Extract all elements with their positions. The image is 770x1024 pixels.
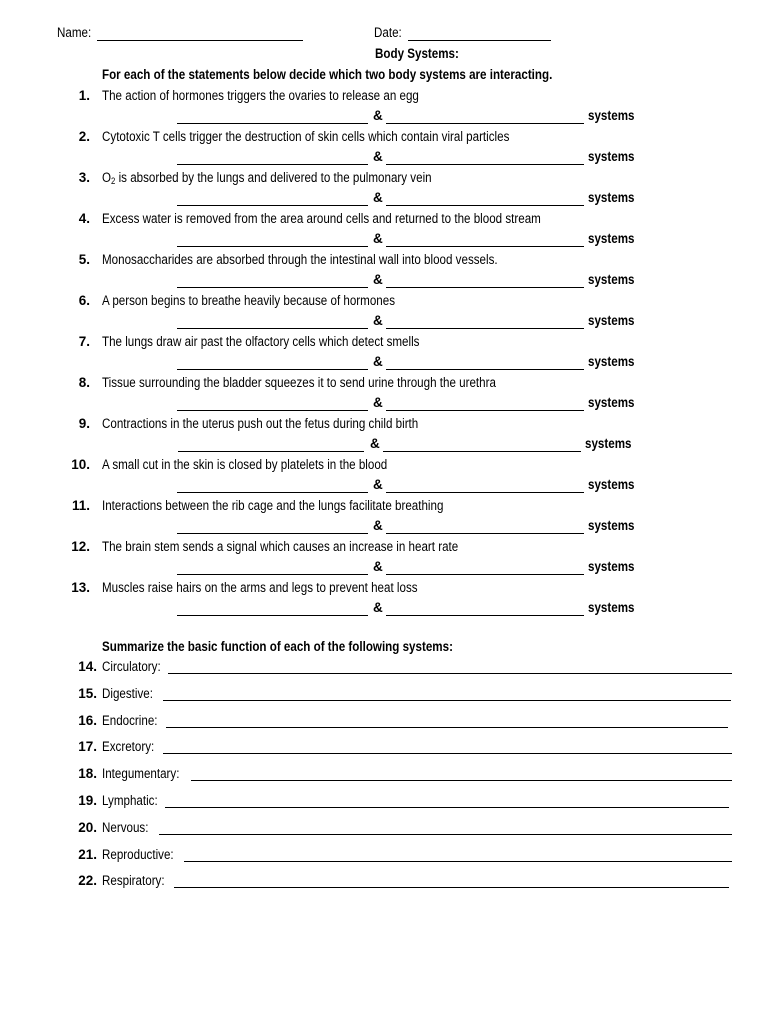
systems-suffix: systems	[588, 231, 635, 246]
summary-answer-line[interactable]	[174, 887, 729, 888]
statement-text: A small cut in the skin is closed by platelets in the blood	[102, 457, 388, 472]
answer-blank-first[interactable]	[177, 369, 368, 370]
systems-suffix: systems	[588, 559, 635, 574]
statement-number: 10.	[71, 457, 90, 472]
answer-blank-second[interactable]	[386, 205, 584, 206]
ampersand: &	[373, 108, 383, 123]
instructions: For each of the statements below decide which two body systems are interacting.	[102, 67, 553, 82]
statement-text: Excess water is removed from the area around cells and returned to the blood stream	[102, 211, 541, 226]
summary-answer-line[interactable]	[184, 861, 732, 862]
ampersand: &	[373, 149, 383, 164]
answer-blank-first[interactable]	[177, 574, 368, 575]
summary-number: 16.	[78, 713, 97, 728]
answer-blank-second[interactable]	[383, 451, 581, 452]
statement-text: The lungs draw air past the olfactory cells which detect smells	[102, 334, 420, 349]
summary-label: Digestive:	[102, 686, 153, 701]
statement-text-rest: is absorbed by the lungs and delivered to the pulmonary vein	[115, 170, 432, 185]
statement-text: Muscles raise hairs on the arms and legs to prevent heat loss	[102, 580, 418, 595]
summary-label: Integumentary:	[102, 766, 180, 781]
answer-blank-first[interactable]	[178, 451, 364, 452]
answer-blank-second[interactable]	[386, 328, 584, 329]
answer-blank-first[interactable]	[177, 615, 368, 616]
answer-blank-second[interactable]	[386, 246, 584, 247]
answer-blank-first[interactable]	[177, 287, 368, 288]
date-label: Date:	[374, 25, 402, 40]
answer-blank-second[interactable]	[386, 164, 584, 165]
name-field[interactable]	[97, 40, 303, 41]
summary-answer-line[interactable]	[163, 753, 732, 754]
summary-label: Nervous:	[102, 820, 149, 835]
ampersand: &	[373, 313, 383, 328]
statement-text-prefix: O	[102, 170, 112, 185]
systems-suffix: systems	[588, 108, 635, 123]
answer-blank-first[interactable]	[177, 205, 368, 206]
systems-suffix: systems	[588, 600, 635, 615]
answer-blank-first[interactable]	[177, 533, 368, 534]
answer-blank-second[interactable]	[386, 410, 584, 411]
systems-suffix: systems	[588, 518, 635, 533]
summary-answer-line[interactable]	[191, 780, 732, 781]
statement-text: Monosaccharides are absorbed through the intestinal wall into blood vessels.	[102, 252, 498, 267]
statement-text: Interactions between the rib cage and the lungs facilitate breathing	[102, 498, 444, 513]
ampersand: &	[373, 354, 383, 369]
answer-blank-first[interactable]	[177, 328, 368, 329]
statement-text: The brain stem sends a signal which causes an increase in heart rate	[102, 539, 459, 554]
statement-number: 12.	[71, 539, 90, 554]
statement-text	[102, 170, 432, 189]
summary-label: Excretory:	[102, 739, 155, 754]
statement-number: 3.	[78, 170, 90, 185]
ampersand: &	[373, 231, 383, 246]
answer-blank-second[interactable]	[386, 287, 584, 288]
statement-text: Tissue surrounding the bladder squeezes it to send urine through the urethra	[102, 375, 496, 390]
answer-blank-second[interactable]	[386, 123, 584, 124]
name-label: Name:	[57, 25, 92, 40]
summary-number: 15.	[78, 686, 97, 701]
summary-label: Reproductive:	[102, 847, 174, 862]
statement-number: 5.	[78, 252, 90, 267]
answer-blank-first[interactable]	[177, 123, 368, 124]
systems-suffix: systems	[588, 190, 635, 205]
systems-suffix: systems	[588, 477, 635, 492]
answer-blank-second[interactable]	[386, 369, 584, 370]
summary-label: Respiratory:	[102, 873, 165, 888]
summary-number: 22.	[78, 873, 97, 888]
summary-number: 18.	[78, 766, 97, 781]
ampersand: &	[373, 518, 383, 533]
statement-text: Cytotoxic T cells trigger the destruction of skin cells which contain viral particles	[102, 129, 510, 144]
summary-number: 21.	[78, 847, 97, 862]
statement-number: 11.	[71, 498, 90, 513]
statement-text-subscript: 2	[111, 176, 116, 186]
statement-text: A person begins to breathe heavily because of hormones	[102, 293, 396, 308]
systems-suffix: systems	[588, 395, 635, 410]
ampersand: &	[373, 395, 383, 410]
statement-number: 4.	[78, 211, 90, 226]
answer-blank-first[interactable]	[177, 410, 368, 411]
ampersand: &	[373, 559, 383, 574]
summary-label: Endocrine:	[102, 713, 158, 728]
ampersand: &	[373, 477, 383, 492]
summary-answer-line[interactable]	[165, 807, 729, 808]
statement-number: 9.	[78, 416, 90, 431]
summary-number: 14.	[78, 659, 97, 674]
summary-number: 19.	[78, 793, 97, 808]
summary-heading: Summarize the basic function of each of the following systems:	[102, 639, 453, 654]
summary-label: Lymphatic:	[102, 793, 158, 808]
answer-blank-second[interactable]	[386, 615, 584, 616]
statement-number: 7.	[78, 334, 90, 349]
summary-answer-line[interactable]	[163, 700, 731, 701]
answer-blank-second[interactable]	[386, 533, 584, 534]
answer-blank-second[interactable]	[386, 574, 584, 575]
systems-suffix: systems	[585, 436, 632, 451]
page-title: Body Systems:	[375, 46, 459, 61]
summary-answer-line[interactable]	[159, 834, 732, 835]
ampersand: &	[373, 600, 383, 615]
systems-suffix: systems	[588, 313, 635, 328]
statement-number: 2.	[78, 129, 90, 144]
answer-blank-second[interactable]	[386, 492, 584, 493]
answer-blank-first[interactable]	[177, 492, 368, 493]
statement-number: 8.	[78, 375, 90, 390]
summary-answer-line[interactable]	[166, 727, 728, 728]
statement-text: Contractions in the uterus push out the fetus during child birth	[102, 416, 419, 431]
systems-suffix: systems	[588, 149, 635, 164]
statement-number: 13.	[71, 580, 90, 595]
ampersand: &	[373, 272, 383, 287]
summary-label: Circulatory:	[102, 659, 161, 674]
systems-suffix: systems	[588, 272, 635, 287]
summary-number: 20.	[78, 820, 97, 835]
summary-answer-line[interactable]	[168, 673, 732, 674]
answer-blank-first[interactable]	[177, 164, 368, 165]
statement-text: The action of hormones triggers the ovaries to release an egg	[102, 88, 419, 103]
answer-blank-first[interactable]	[177, 246, 368, 247]
summary-number: 17.	[78, 739, 97, 754]
systems-suffix: systems	[588, 354, 635, 369]
statement-number: 6.	[78, 293, 90, 308]
statement-number: 1.	[78, 88, 90, 103]
ampersand: &	[370, 436, 380, 451]
ampersand: &	[373, 190, 383, 205]
date-field[interactable]	[408, 40, 551, 41]
